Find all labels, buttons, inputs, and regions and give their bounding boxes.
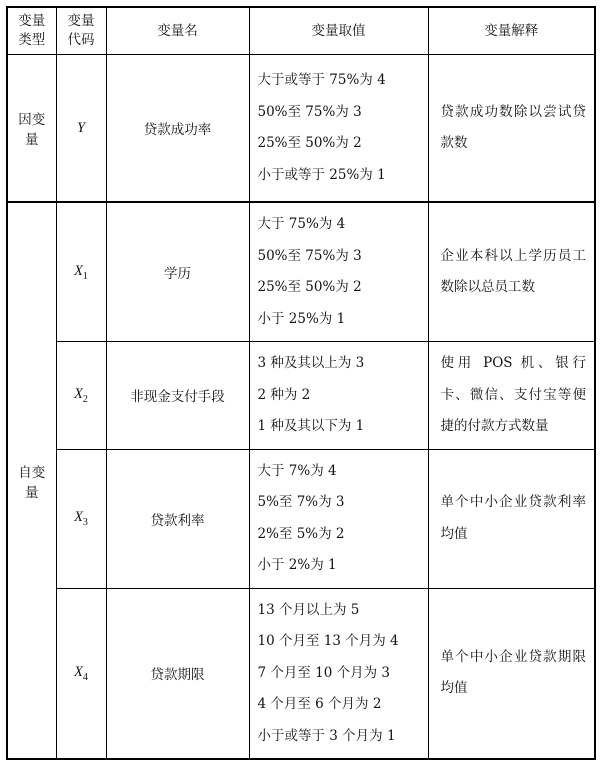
variable-values <box>249 342 428 450</box>
value-line: 大于 75%为 4 <box>257 216 346 232</box>
variable-code-subscript: 3 <box>82 516 88 528</box>
variable-explanation: 使用 POS 机、银行卡、微信、支付宝等便捷的付款方式数量 <box>428 342 595 450</box>
header-row <box>7 7 595 55</box>
variable-table <box>6 6 596 760</box>
variable-code-letter: X <box>74 509 83 526</box>
header-values: 变量取值 <box>249 7 428 55</box>
variable-values <box>249 588 428 759</box>
value-line: 4 个月至 6 个月为 2 <box>257 696 382 712</box>
variable-name: 非现金支付手段 <box>106 342 249 450</box>
variable-explanation: 单个中小企业贷款期限均值 <box>428 588 595 759</box>
variable-code <box>56 55 106 203</box>
value-line: 50%至 75%为 3 <box>257 247 362 264</box>
header-name: 变量名 <box>106 7 249 55</box>
variable-code-subscript: 1 <box>82 270 88 282</box>
variable-explanation: 单个中小企业贷款利率均值 <box>428 449 595 588</box>
variable-code-letter: X <box>74 385 83 402</box>
value-line: 小于或等于 3 个月为 1 <box>257 727 396 744</box>
table-row <box>7 342 595 450</box>
header-explain: 变量解释 <box>428 7 595 55</box>
variable-code <box>56 342 106 450</box>
value-line: 2 种为 2 <box>257 386 311 403</box>
value-line: 50%至 75%为 3 <box>257 103 362 120</box>
header-type-text: 变量 类型 <box>18 13 46 48</box>
value-line: 5%至 7%为 3 <box>257 494 345 510</box>
value-line: 小于 2%为 1 <box>257 557 337 573</box>
value-line: 13 个月以上为 5 <box>257 601 360 618</box>
variable-values <box>249 55 428 203</box>
variable-code <box>56 202 106 342</box>
variable-code <box>56 449 106 588</box>
value-line: 小于或等于 25%为 1 <box>257 166 386 183</box>
value-line: 2%至 5%为 2 <box>257 525 345 542</box>
value-line: 1 种及其以下为 1 <box>257 418 365 434</box>
value-line: 3 种及其以上为 3 <box>257 355 365 371</box>
variable-name: 贷款期限 <box>106 588 249 759</box>
value-line: 10 个月至 13 个月为 4 <box>257 633 399 649</box>
value-line: 25%至 50%为 2 <box>257 135 362 151</box>
value-line: 大于或等于 75%为 4 <box>257 72 386 88</box>
variable-values <box>249 202 428 342</box>
variable-name: 学历 <box>106 202 249 342</box>
variable-code-letter: Y <box>76 119 86 136</box>
variable-code <box>56 588 106 759</box>
value-line: 7 个月至 10 个月为 3 <box>257 664 391 681</box>
variable-explanation: 企业本科以上学历员工数除以总员工数 <box>428 202 595 342</box>
variable-code-letter: X <box>74 262 83 279</box>
variable-name: 贷款成功率 <box>106 55 249 203</box>
variable-code-subscript: 4 <box>82 671 88 683</box>
variable-name: 贷款利率 <box>106 449 249 588</box>
header-type <box>7 7 56 55</box>
table-row <box>7 449 595 588</box>
value-line: 25%至 50%为 2 <box>257 279 362 295</box>
table-row <box>7 55 595 203</box>
variable-code-subscript: 2 <box>82 393 88 405</box>
group-independent: 自变量 <box>7 202 56 759</box>
table-row <box>7 588 595 759</box>
header-code <box>56 7 106 55</box>
variable-explanation: 贷款成功数除以尝试贷款数 <box>428 55 595 203</box>
table-row <box>7 202 595 342</box>
header-code-text: 变量 代码 <box>67 13 95 48</box>
variable-code-letter: X <box>74 663 83 680</box>
group-dependent: 因变量 <box>7 55 56 203</box>
value-line: 小于 25%为 1 <box>257 310 346 327</box>
value-line: 大于 7%为 4 <box>257 462 337 479</box>
variable-values <box>249 449 428 588</box>
